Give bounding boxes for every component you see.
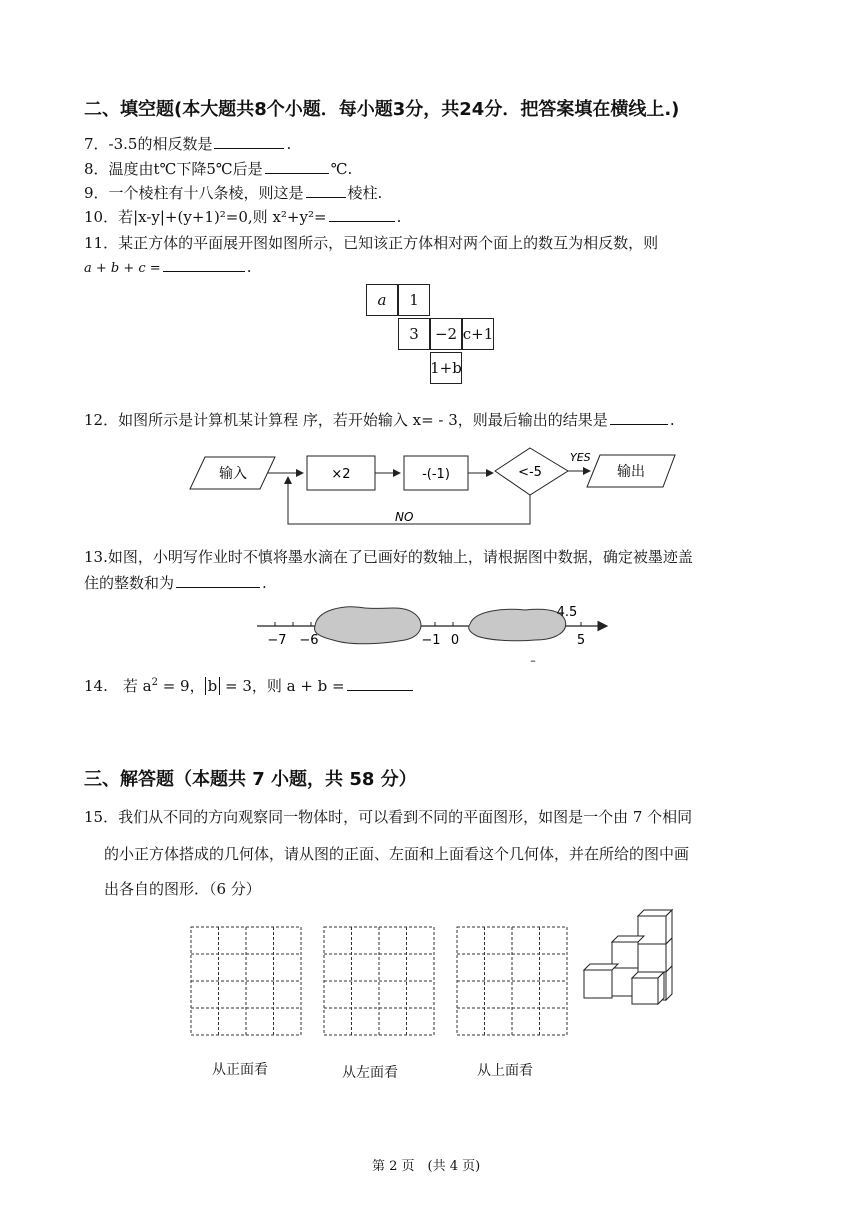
caption-front-view: 从正面看 <box>212 1062 268 1078</box>
tick-label-minus7: −7 <box>267 633 287 648</box>
question-7 <box>84 133 291 154</box>
question-14 <box>84 675 415 696</box>
flowchart <box>185 445 685 530</box>
tick-label-4-5: 4.5 <box>556 605 578 620</box>
net-cell-minus2: −2 <box>430 318 462 350</box>
page-footer: 第 2 页 (共 4 页) <box>372 1159 481 1174</box>
question-15-line2: 的小正方体搭成的几何体，请从图的正面、左面和上面看这个几何体，并在所给的图中画 <box>104 845 690 863</box>
section3-heading: 三、解答题（本题共 7 小题，共 58 分） <box>84 769 417 790</box>
grid-left-view[interactable] <box>323 926 438 1038</box>
flow-subtract-label: -(-1) <box>422 467 450 482</box>
question-9-text: 9．一个棱柱有十八条棱，则这是 <box>84 184 304 202</box>
question-15-line3: 出各自的图形．（6 分） <box>104 880 261 898</box>
cube-solid-figure <box>582 904 682 1008</box>
cube-net <box>366 284 506 386</box>
question-11-line1: 11．某正方体的平面展开图如图所示，已知该正方体相对两个面上的数互为相反数，则 <box>84 234 659 252</box>
grid-top-view[interactable] <box>456 926 571 1038</box>
section2-heading: 二、填空题(本大题共8个小题．每小题3分，共24分．把答案填在横线上.) <box>84 99 680 120</box>
question-14-abs: b <box>205 677 221 695</box>
answer-blank-14[interactable] <box>347 676 413 691</box>
question-14-mid: = 9， <box>157 677 205 695</box>
question-9-tail: 棱柱. <box>347 184 383 202</box>
answer-blank-11[interactable] <box>163 257 245 272</box>
tick-label-minus6: −6 <box>299 633 319 648</box>
question-12 <box>84 409 675 430</box>
question-11-expression: a + b + c = <box>84 261 161 276</box>
question-10 <box>84 206 401 227</box>
question-14-mid2: = 3，则 a + b = <box>220 677 345 695</box>
net-cell-3: 3 <box>398 318 430 350</box>
question-8-tail: ℃. <box>330 160 353 178</box>
flow-output-label: 输出 <box>617 464 645 480</box>
net-cell-1-plus-b: 1+b <box>430 352 462 384</box>
question-13-line2 <box>84 572 267 593</box>
question-7-text: 7．-3.5的相反数是 <box>84 135 213 153</box>
net-cell-1: 1 <box>398 284 430 316</box>
answer-blank-13[interactable] <box>176 573 260 588</box>
question-12-tail: . <box>669 411 675 429</box>
flow-condition-label: <-5 <box>518 465 542 480</box>
question-14-sup: 2 <box>151 677 158 688</box>
question-8-text: 8．温度由t℃下降5℃后是 <box>84 160 263 178</box>
question-13-line1: 13.如图，小明写作业时不慎将墨水滴在了已画好的数轴上，请根据图中数据，确定被墨迹盖 <box>84 548 693 566</box>
flow-input-label: 输入 <box>219 466 247 482</box>
question-7-tail: . <box>286 135 292 153</box>
question-10-text: 10．若|x-y|+(y+1)²=0,则 x²+y²= <box>84 208 327 226</box>
question-14-pre: 14. 若 a <box>84 677 152 695</box>
flow-yes-label: YES <box>570 451 591 464</box>
net-cell-c-plus-1: c+1 <box>462 318 494 350</box>
tick-label-0: 0 <box>450 633 460 648</box>
flow-no-label: NO <box>395 510 414 524</box>
ink-blot-right <box>469 609 566 640</box>
answer-blank-7[interactable] <box>214 134 284 149</box>
question-12-text: 12．如图所示是计算机某计算程 序，若开始输入 x= - 3，则最后输出的结果是 <box>84 411 608 429</box>
question-13-text: 住的整数和为 <box>84 574 175 592</box>
net-cell-a: a <box>366 284 398 316</box>
stray-mark: – <box>530 654 536 667</box>
question-11-line2 <box>84 257 251 276</box>
question-13-tail: . <box>262 574 267 592</box>
question-10-tail: . <box>396 208 402 226</box>
answer-blank-9[interactable] <box>306 183 346 198</box>
question-15-line1: 15．我们从不同的方向观察同一物体时，可以看到不同的平面图形，如图是一个由 7 个相同 <box>84 808 693 826</box>
question-8 <box>84 158 352 179</box>
number-line <box>255 600 615 668</box>
flow-multiply-label: ×2 <box>331 467 351 482</box>
answer-blank-8[interactable] <box>265 159 329 174</box>
ink-blot-left <box>315 607 421 644</box>
question-11-tail: . <box>246 258 252 276</box>
caption-left-view: 从左面看 <box>342 1065 398 1081</box>
grid-front-view[interactable] <box>190 926 305 1038</box>
caption-top-view: 从上面看 <box>477 1063 533 1079</box>
tick-label-5: 5 <box>576 633 586 648</box>
answer-blank-12[interactable] <box>610 410 668 425</box>
answer-blank-10[interactable] <box>329 207 395 222</box>
question-9 <box>84 182 382 203</box>
tick-label-minus1: −1 <box>421 633 441 648</box>
